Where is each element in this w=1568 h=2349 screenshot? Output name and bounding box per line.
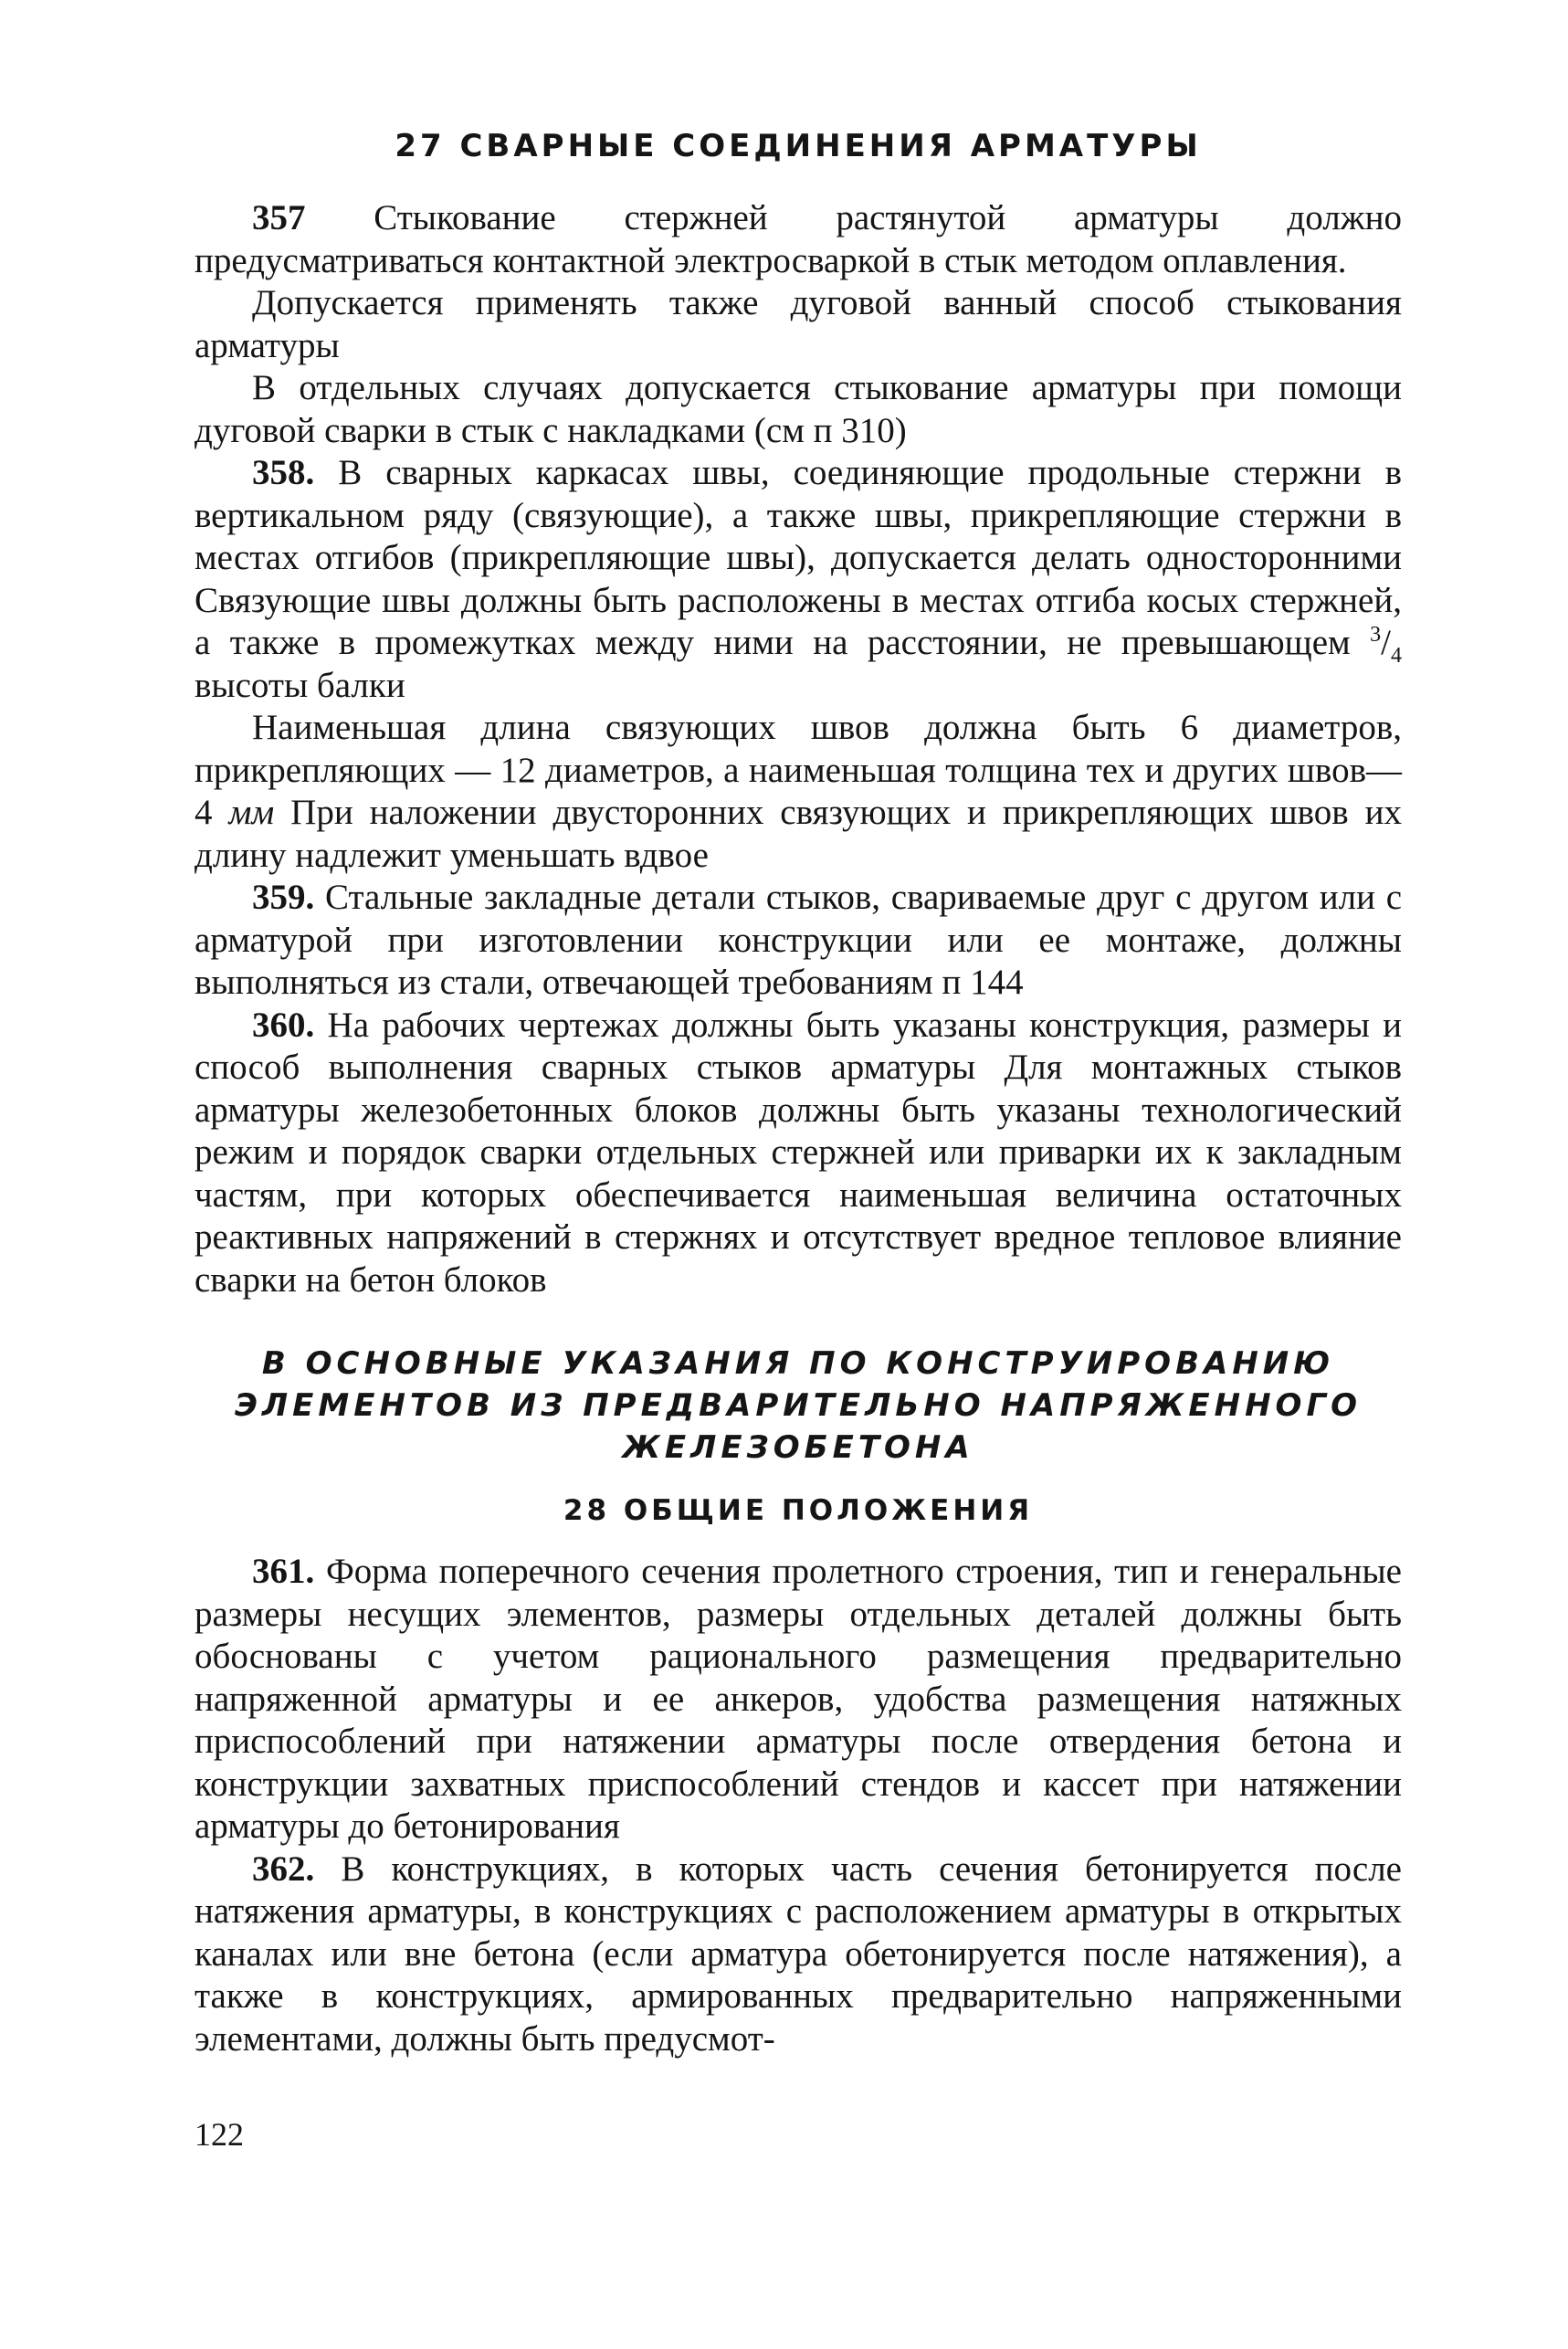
paragraph-360 — [195, 1005, 1402, 1302]
document-page — [195, 128, 1402, 2060]
paragraph-number: 357 — [252, 198, 306, 237]
section-title-line: В ОСНОВНЫЕ УКАЗАНИЯ ПО КОНСТРУИРОВАНИЮ — [261, 1345, 1335, 1382]
paragraph-362 — [195, 1849, 1402, 2061]
section-title-prestressed — [195, 1343, 1402, 1469]
fraction-numerator: 3 — [1370, 623, 1382, 647]
page-number: 122 — [195, 2116, 244, 2153]
paragraph-text: Стальные закладные детали стыков, свариваемые друг с другом или с арматурой при изготовлении конструкции или ее монтаже, должны выполняться из стали, отвечающей требованиям п 144 — [195, 878, 1402, 1002]
paragraph-number: 361. — [252, 1552, 315, 1591]
paragraph-357-c — [195, 367, 1402, 452]
paragraph-358-b — [195, 707, 1402, 877]
paragraph-number: 362. — [252, 1849, 315, 1889]
paragraph-number: 360. — [252, 1005, 315, 1045]
heading-general-provisions: 28 ОБЩИЕ ПОЛОЖЕНИЯ — [563, 1494, 1034, 1527]
paragraph-text: В сварных каркасах швы, соединяющие продольные стержни в вертикальном ряду (связующие), а также швы, прикрепляющие стержни в местах отгибов (прикрепляющие швы), допускается делать односторонними Связующие швы должны быть расположены в местах отгиба косых стержней, а также в промежутках между ними на расстоянии, не превышающем — [195, 453, 1402, 662]
unit-mm: мм — [228, 793, 275, 832]
paragraph-text: высоты балки — [195, 665, 405, 705]
paragraph-text: На рабочих чертежах должны быть указаны конструкция, размеры и способ выполнения сварных стыков арматуры Для монтажных стыков арматуры железобетонных блоков должны быть указаны технологический режим и порядок сварки отдельных стержней или приварки их к закладным частям, при которых обеспечивается наименьшая величина остаточных реактивных напряжений в стержнях и отсутствует вредное тепловое влияние сварки на бетон блоков — [195, 1005, 1402, 1300]
paragraph-text: Форма поперечного сечения пролетного строения, тип и генеральные размеры несущих элементов, размеры отдельных деталей должны быть обоснованы с учетом рационального размещения предварительно напряженной арматуры и ее анкеров, удобства размещения натяжных приспособлений при натяжении арматуры после отвердения бетона и конструкции захватных приспособлений стендов и кассет при натяжении арматуры до бетонирования — [195, 1552, 1402, 1846]
section-title-line: ЭЛЕМЕНТОВ ИЗ ПРЕДВАРИТЕЛЬНО НАПРЯЖЕННОГО — [234, 1387, 1363, 1424]
paragraph-357 — [195, 197, 1402, 282]
paragraph-361 — [195, 1551, 1402, 1849]
paragraph-text: В конструкциях, в которых часть сечения бетонируется после натяжения арматуры, в конструкциях с расположением арматуры в открытых каналах или вне бетона (если арматура обетонируется после натяжения), а также в конструкциях, армированных предварительно напряженными элементами, должны быть предусмот- — [195, 1849, 1402, 2059]
paragraph-text: Допускается применять также дуговой ванный способ стыкования арматуры — [195, 283, 1402, 365]
paragraph-number: 359. — [252, 878, 315, 917]
paragraph-357-b — [195, 282, 1402, 367]
paragraph-358: 358. В сварных каркасах швы, соединяющие продольные стержни в вертикальном ряду (связующие), а также швы, прикрепляющие стержни в местах отгибов (прикрепляющие швы), допускается делать односторонними Связующие швы должны быть расположены в местах отгиба косых стержней, а также в промежутках между ними на расстоянии, не превышающем $^3/_4$ высоты балки — [195, 453, 1402, 705]
heading-welded-joints: 27 СВАРНЫЕ СОЕДИНЕНИЯ АРМАТУРЫ — [395, 128, 1202, 164]
paragraph-text: Стыкование стержней растянутой арматуры должно предусматриваться контактной электросваркой в стык методом оплавления. — [195, 198, 1402, 280]
fraction-denominator: 4 — [1391, 643, 1402, 668]
paragraph-text: Наименьшая длина связующих швов должна быть 6 диаметров, прикрепляющих — 12 диаметров, а наименьшая толщина тех и других швов—4 — [195, 708, 1402, 832]
section-title-line: ЖЕЛЕЗОБЕТОНА — [622, 1429, 974, 1466]
paragraph-text: В отдельных случаях допускается стыкование арматуры при помощи дуговой сварки в стык с накладками (см п 310) — [195, 368, 1402, 450]
paragraph-359 — [195, 877, 1402, 1005]
paragraph-text: При наложении двусторонних связующих и прикрепляющих швов их длину надлежит уменьшать вдвое — [195, 793, 1403, 875]
paragraph-number: 358. — [252, 453, 315, 492]
